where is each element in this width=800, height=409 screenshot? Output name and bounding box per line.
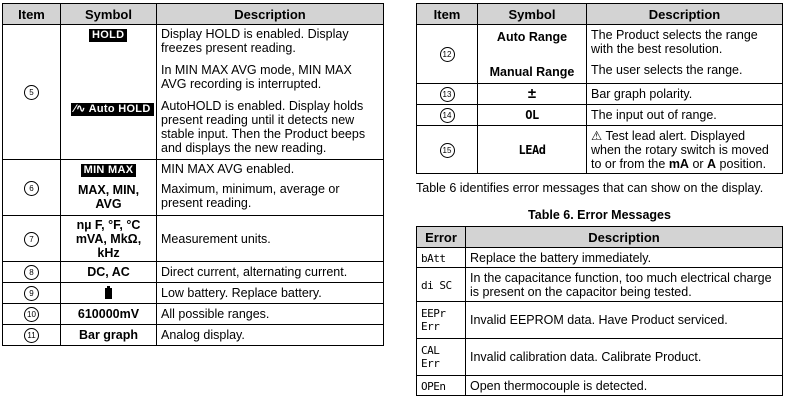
symbol-table-left: [2, 3, 384, 346]
header-symbol: Symbol: [61, 4, 157, 25]
error-code: bAtt: [421, 251, 446, 265]
row-description: Display HOLD is enabled. Display freezes present reading.: [161, 27, 349, 55]
caption: Table 6 identifies error messages that can show on the display.: [416, 181, 764, 195]
minmax-symbol: MIN MAX: [81, 164, 137, 177]
table-row: [417, 25, 783, 84]
table-row: [417, 339, 783, 376]
item-number: 8: [24, 265, 39, 280]
units-symbol: nµ F, °F, °C mVA, MkΩ, kHz: [61, 216, 157, 262]
polarity-symbol: ±: [478, 84, 587, 105]
header-item: Item: [3, 4, 61, 25]
table-row: [417, 126, 783, 174]
item-number: 12: [440, 47, 455, 62]
header-description: Description: [157, 4, 384, 25]
error-code: EEPr Err: [421, 307, 446, 333]
row-description: Invalid EEPROM data. Have Product serviced.: [466, 302, 783, 339]
row-description: Open thermocouple is detected.: [466, 376, 783, 396]
table-row: [3, 304, 384, 325]
item-number: 7: [24, 232, 39, 247]
table-row: [3, 325, 384, 346]
header-description: Description: [466, 227, 783, 248]
item-number: 13: [440, 87, 455, 102]
warning-icon: ⚠: [591, 128, 603, 143]
table-row: [3, 262, 384, 283]
auto-range-symbol: Auto Range: [496, 30, 568, 44]
row-description: Measurement units.: [157, 216, 384, 262]
item-number: 5: [24, 85, 39, 100]
row-description: Invalid calibration data. Calibrate Product.: [466, 339, 783, 376]
row-description: Analog display.: [157, 325, 384, 346]
table-row: [3, 283, 384, 304]
table-row: [417, 105, 783, 126]
item-number: 14: [440, 108, 455, 123]
overload-symbol: OL: [525, 108, 539, 122]
bar-graph-symbol: Bar graph: [61, 325, 157, 346]
row-description: ⚠ Test lead alert. Displayed when the rotary switch is moved to or from the mA or A position.: [587, 126, 783, 174]
item-number: 11: [24, 328, 39, 343]
row-description: The Product selects the range with the best resolution.: [591, 28, 758, 56]
row-description: In MIN MAX AVG mode, MIN MAX AVG recording is interrupted.: [161, 63, 352, 91]
item-number: 15: [440, 143, 455, 158]
row-description: Maximum, minimum, average or present reading.: [161, 182, 340, 210]
error-table-title: Table 6. Error Messages: [528, 208, 671, 222]
item-number: 10: [24, 307, 39, 322]
row-description: AutoHOLD is enabled. Display holds present reading until it detects new stable input. Then the Product beeps and displays the new reading.: [161, 99, 366, 155]
table-row: [417, 248, 783, 268]
range-symbol: 610000mV: [61, 304, 157, 325]
table-row: [3, 160, 384, 216]
error-code: CAL Err: [421, 344, 440, 370]
table-row: [417, 84, 783, 105]
autohold-symbol: ⁄∿ Auto HOLD: [71, 103, 154, 116]
item-number: 9: [24, 286, 39, 301]
symbol-table-right: [416, 3, 783, 174]
table-row: [417, 376, 783, 396]
row-description: Replace the battery immediately.: [466, 248, 783, 268]
row-description: All possible ranges.: [157, 304, 384, 325]
table-row: [3, 216, 384, 262]
error-table: [416, 226, 783, 396]
table-row: [417, 268, 783, 302]
row-description: In the capacitance function, too much electrical charge is present on the capacitor being tested.: [466, 268, 783, 302]
error-code: di SC: [421, 278, 452, 292]
item-number: 6: [24, 181, 39, 196]
minmax-text: MAX, MIN, AVG: [77, 183, 140, 211]
manual-range-symbol: Manual Range: [489, 65, 575, 79]
hold-symbol: HOLD: [89, 29, 127, 42]
header-item: Item: [417, 4, 478, 25]
battery-icon: [105, 288, 112, 299]
lead-symbol: LEAd: [518, 142, 546, 157]
row-description: The input out of range.: [587, 105, 783, 126]
row-description: MIN MAX AVG enabled.: [161, 162, 295, 176]
header-symbol: Symbol: [478, 4, 587, 25]
autohold-wave-icon: ⁄∿: [74, 103, 86, 115]
dc-ac-symbol: DC, AC: [61, 262, 157, 283]
error-code: OPEn: [421, 379, 446, 393]
row-description: Low battery. Replace battery.: [157, 283, 384, 304]
row-description: The user selects the range.: [591, 63, 743, 77]
row-description: Bar graph polarity.: [587, 84, 783, 105]
table-row: [417, 302, 783, 339]
header-description: Description: [587, 4, 783, 25]
row-description: Direct current, alternating current.: [157, 262, 384, 283]
table-row: [3, 25, 384, 160]
header-error: Error: [417, 227, 466, 248]
